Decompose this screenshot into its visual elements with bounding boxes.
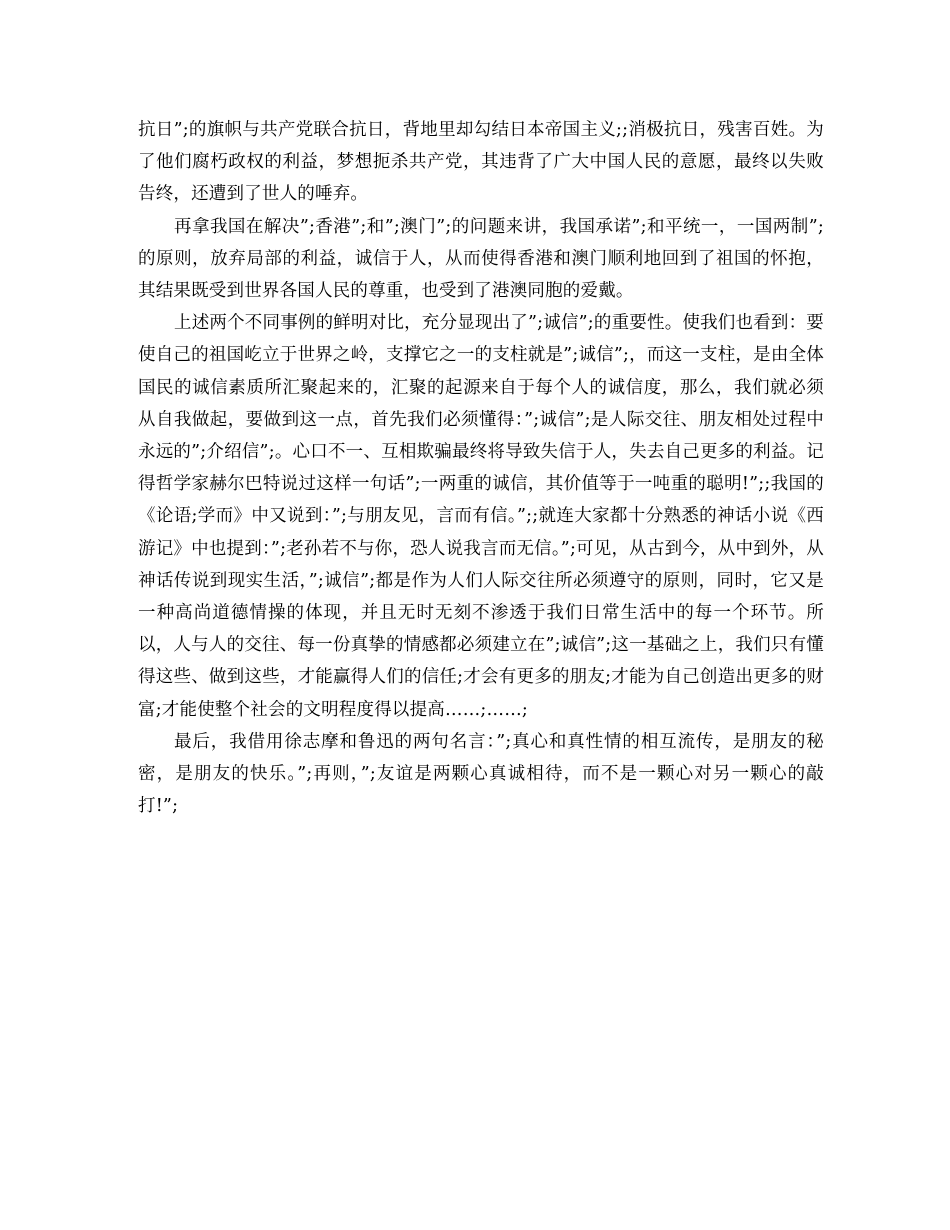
document-body [138,114,824,822]
paragraph-hong-kong-macau: 再拿我国在解决”;香港”;和”;澳门”;的问题来讲，我国承诺”;和平统一，一国两制”;的原则，放弃局部的利益，诚信于人，从而使得香港和澳门顺利地回到了祖国的怀抱，其结果既受到世界各国人民的尊重，也受到了港澳同胞的爱戴。 [138,216,824,302]
paragraph-continuation: 抗日”;的旗帜与共产党联合抗日，背地里却勾结日本帝国主义;;消极抗日，残害百姓。为了他们腐朽政权的利益，梦想扼杀共产党，其违背了广大中国人民的意愿，最终以失败告终，还遭到了世人的唾弃。 [138,120,824,205]
paragraph-integrity-importance: 上述两个不同事例的鲜明对比，充分显现出了”;诚信”;的重要性。使我们也看到：要使自己的祖国屹立于世界之岭，支撑它之一的支柱就是”;诚信”;，而这一支柱，是由全体国民的诚信素质所汇聚起来的，汇聚的起源来自于每个人的诚信度，那么，我们就必须从自我做起，要做到这一点，首先我们必须懂得：”;诚信”;是人际交往、朋友相处过程中永远的”;介绍信”;。心口不一、互相欺骗最终将导致失信于人，失去自己更多的利益。记得哲学家赫尔巴特说过这样一句话”;一两重的诚信，其价值等于一吨重的聪明!”;;我国的《论语;学而》中又说到：”;与朋友见，言而有信。”;;就连大家都十分熟悉的神话小说《西游记》中也提到：”;老孙若不与你，恐人说我言而无信。”;可见，从古到今，从中到外，从神话传说到现实生活，”;诚信”;都是作为人们人际交往所必须遵守的原则，同时，它又是一种高尚道德情操的体现，并且无时无刻不渗透于我们日常生活中的每一个环节。所以，人与人的交往、每一份真挚的情感都必须建立在”;诚信”;这一基础之上，我们只有懂得这些、做到这些，才能赢得人们的信任;才会有更多的朋友;才能为自己创造出更多的财富;才能使整个社会的文明程度得以提高……;……; [138,313,824,720]
paragraph-closing-quotes: 最后，我借用徐志摩和鲁迅的两句名言：”;真心和真性情的相互流传，是朋友的秘密，是朋友的快乐。”;再则，”;友谊是两颗心真诚相待，而不是一颗心对另一颗心的敲打!”; [138,731,824,817]
